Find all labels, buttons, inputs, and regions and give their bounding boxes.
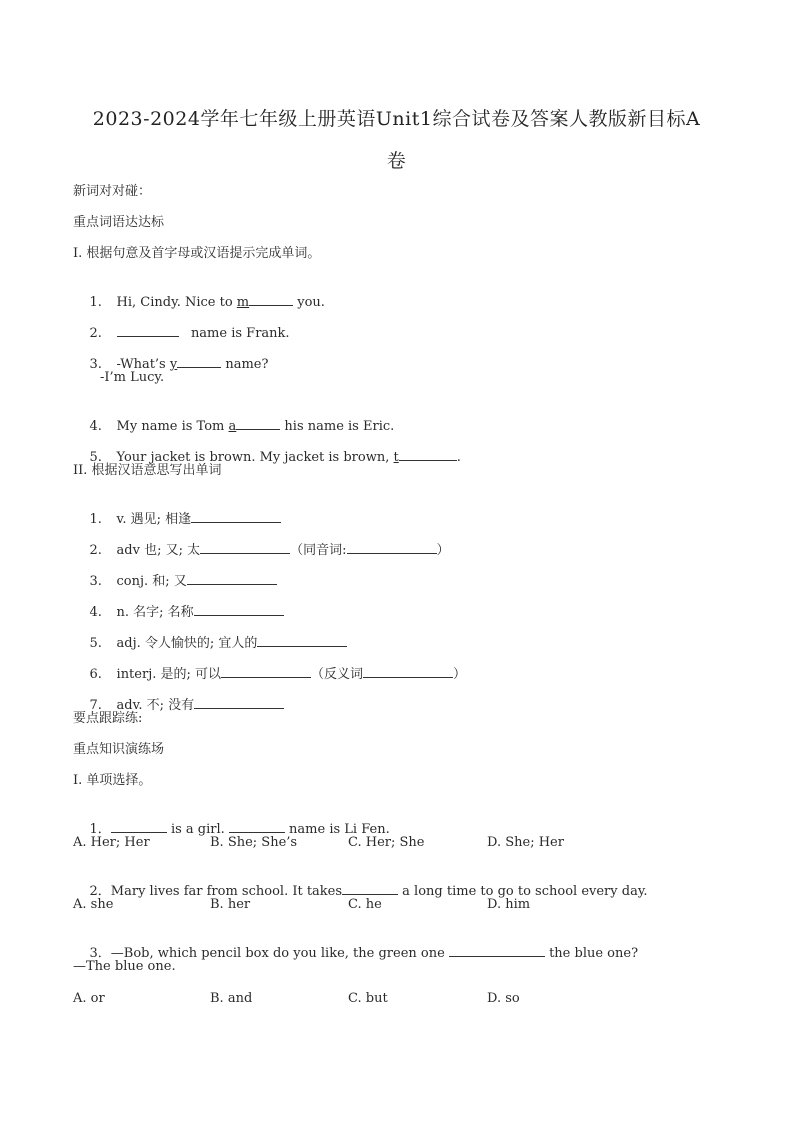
question-text: you. xyxy=(293,295,325,310)
word-hint: adv 也; 又; 太 xyxy=(116,543,201,558)
answer-blank[interactable] xyxy=(187,572,277,585)
question-number: 6. xyxy=(89,667,102,682)
question-stem: a long time to go to school every day. xyxy=(398,884,648,899)
question-text: name? xyxy=(221,357,269,372)
mc1-option-c[interactable]: C. Her; She xyxy=(348,835,425,850)
multiple-choice-instruction: I. 单项选择。 xyxy=(73,773,152,788)
mc-question-3-reply: —The blue one. xyxy=(73,959,176,974)
question-text: -What’s xyxy=(116,357,170,372)
answer-blank[interactable] xyxy=(449,944,545,957)
answer-blank[interactable] xyxy=(200,541,290,554)
answer-blank[interactable] xyxy=(111,820,167,833)
mc2-option-b[interactable]: B. her xyxy=(210,897,251,912)
answer-blank[interactable] xyxy=(117,324,179,337)
word-hint: interj. 是的; 可以 xyxy=(116,667,222,682)
word-hint: adv. 不; 没有 xyxy=(116,698,195,713)
answer-blank[interactable] xyxy=(191,510,281,523)
question-number: 4. xyxy=(89,605,102,620)
question-stem: 3．—Bob, which pencil box do you like, the green one xyxy=(89,946,449,961)
document-title-line2: 卷 xyxy=(386,150,407,172)
word-hint: n. 名字; 名称 xyxy=(116,605,194,620)
question-stem: 1． xyxy=(89,822,111,837)
answer-blank[interactable] xyxy=(177,355,221,368)
hint-letter: t xyxy=(393,450,399,465)
answer-blank[interactable] xyxy=(221,665,311,678)
question-number: 1. xyxy=(89,295,102,310)
answer-blank[interactable] xyxy=(342,882,398,895)
question-number: 1. xyxy=(89,512,102,527)
section-subheading-knowledge: 重点知识演练场 xyxy=(73,742,165,757)
section-heading-practice: 要点跟踪练: xyxy=(73,711,143,726)
question-text: My name is Tom xyxy=(116,419,229,434)
answer-blank[interactable] xyxy=(236,417,280,430)
close-paren: ） xyxy=(453,667,467,682)
part1-instruction: I. 根据句意及首字母或汉语提示完成单词。 xyxy=(73,246,321,261)
mc1-option-b[interactable]: B. She; She’s xyxy=(210,835,298,850)
answer-blank[interactable] xyxy=(194,603,284,616)
part2-instruction: II. 根据汉语意思写出单词 xyxy=(73,463,222,478)
question-text: Hi, Cindy. Nice to xyxy=(116,295,237,310)
question-text: Your jacket is brown. My jacket is brown, xyxy=(116,450,394,465)
mc1-option-a[interactable]: A. Her; Her xyxy=(73,835,150,850)
hint-letter: y xyxy=(169,357,178,372)
word-hint: conj. 和; 又 xyxy=(116,574,187,589)
mc2-option-d[interactable]: D. him xyxy=(487,897,531,912)
question-number: 5. xyxy=(89,450,102,465)
hint-letter: m xyxy=(236,295,250,310)
question-number: 2. xyxy=(89,543,102,558)
word-hint: v. 遇见; 相逢 xyxy=(116,512,192,527)
hint-letter: a xyxy=(228,419,237,434)
question-number: 4. xyxy=(89,419,102,434)
question-stem: 2．Mary lives far from school. It takes xyxy=(89,884,343,899)
question-number: 7. xyxy=(89,698,102,713)
mc3-option-c[interactable]: C. but xyxy=(348,991,388,1006)
fill-question-3-reply: -I’m Lucy. xyxy=(100,370,165,385)
question-number: 2. xyxy=(89,326,102,341)
homophone-blank[interactable] xyxy=(347,541,437,554)
question-stem: name is Li Fen. xyxy=(284,822,390,837)
question-text: . xyxy=(456,450,461,465)
question-stem: is a girl. xyxy=(166,822,229,837)
word-hint: adj. 令人愉快的; 宜人的 xyxy=(116,636,258,651)
question-number: 3. xyxy=(89,357,102,372)
question-number: 3. xyxy=(89,574,102,589)
mc3-option-a[interactable]: A. or xyxy=(73,991,105,1006)
mc2-option-a[interactable]: A. she xyxy=(73,897,114,912)
antonym-blank[interactable] xyxy=(363,665,453,678)
homophone-label: （同音词: xyxy=(290,543,347,558)
answer-blank[interactable] xyxy=(194,696,284,709)
mc2-option-c[interactable]: C. he xyxy=(348,897,382,912)
answer-blank[interactable] xyxy=(257,634,347,647)
question-number: 5. xyxy=(89,636,102,651)
antonym-label: （反义词 xyxy=(311,667,364,682)
close-paren: ） xyxy=(436,543,450,558)
question-text: his name is Eric. xyxy=(280,419,395,434)
mc3-option-d[interactable]: D. so xyxy=(487,991,520,1006)
mc1-option-d[interactable]: D. She; Her xyxy=(487,835,564,850)
question-stem: the blue one? xyxy=(544,946,639,961)
question-text: name is Frank. xyxy=(190,326,290,341)
section-heading-new-words: 新词对对碰： xyxy=(73,184,152,199)
answer-blank[interactable] xyxy=(249,293,293,306)
document-title-line1: 2023-2024学年七年级上册英语Unit1综合试卷及答案人教版新目标A xyxy=(92,108,701,130)
answer-blank[interactable] xyxy=(229,820,285,833)
answer-blank[interactable] xyxy=(399,448,457,461)
section-subheading-key-words: 重点词语达达标 xyxy=(73,215,165,230)
mc3-option-b[interactable]: B. and xyxy=(210,991,253,1006)
